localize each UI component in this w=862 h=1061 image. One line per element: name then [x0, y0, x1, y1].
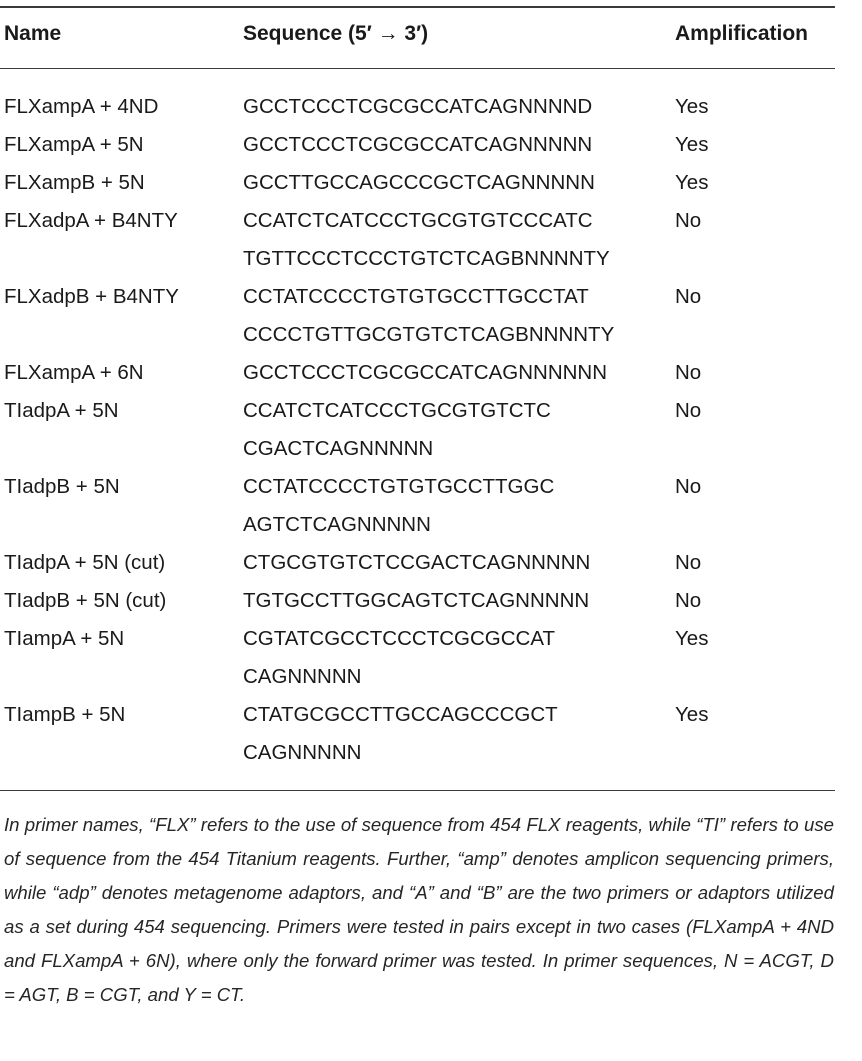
amplification-result: No — [675, 589, 702, 612]
sequence-line: CCTATCCCCTGTGTGCCTTGCCTAT — [243, 285, 589, 308]
table-row — [0, 278, 862, 354]
primer-name: FLXampA + 5N — [4, 133, 144, 156]
table-row — [0, 164, 862, 202]
sequence-line: CAGNNNNN — [243, 741, 362, 764]
sequence-line: CCTATCCCCTGTGTGCCTTGGC — [243, 475, 555, 498]
amplification-result: No — [675, 285, 702, 308]
primer-name: TIampA + 5N — [4, 627, 125, 650]
primer-name: TIadpA + 5N (cut) — [4, 551, 166, 574]
sequence-line: CGTATCGCCTCCCTCGCGCCAT — [243, 627, 556, 650]
primer-name: FLXadpB + B4NTY — [4, 285, 179, 308]
amplification-result: Yes — [675, 627, 709, 650]
primer-name: TIadpB + 5N (cut) — [4, 589, 167, 612]
sequence-line: GCCTCCCTCGCGCCATCAGNNNND — [243, 95, 593, 118]
sequence-line: CTGCGTGTCTCCGACTCAGNNNNN — [243, 551, 591, 574]
header-amplification: Amplification — [675, 22, 809, 45]
sequence-line: CAGNNNNN — [243, 665, 362, 688]
sequence-line: TGTTCCCTCCCTGTCTCAGBNNNNTY — [243, 247, 610, 270]
amplification-result: No — [675, 551, 702, 574]
amplification-result: Yes — [675, 171, 709, 194]
primer-name: FLXampA + 4ND — [4, 95, 159, 118]
primer-name: FLXampA + 6N — [4, 361, 144, 384]
table-body — [0, 88, 862, 772]
primer-name: FLXampB + 5N — [4, 171, 145, 194]
sequence-line: GCCTCCCTCGCGCCATCAGNNNNN — [243, 133, 593, 156]
table-row — [0, 392, 862, 468]
table-row — [0, 126, 862, 164]
table-row — [0, 468, 862, 544]
sequence-line: AGTCTCAGNNNNN — [243, 513, 431, 536]
header-rule — [0, 68, 835, 69]
primer-sequence — [243, 392, 862, 468]
table-row — [0, 202, 862, 278]
bottom-rule — [0, 790, 835, 791]
table-row — [0, 582, 862, 620]
amplification-result: No — [675, 209, 702, 232]
primer-sequence — [243, 164, 862, 202]
sequence-line: GCCTCCCTCGCGCCATCAGNNNNNN — [243, 361, 608, 384]
primer-sequence — [243, 544, 862, 582]
amplification-result: Yes — [675, 133, 709, 156]
primer-sequence — [243, 126, 862, 164]
sequence-line: CTATGCGCCTTGCCAGCCCGCT — [243, 703, 558, 726]
primer-sequence — [243, 468, 862, 544]
primer-sequence — [243, 278, 862, 354]
sequence-line: CCCCTGTTGCGTGTCTCAGBNNNNTY — [243, 323, 615, 346]
primer-name: TIadpB + 5N — [4, 475, 120, 498]
table-footnote: In primer names, “FLX” refers to the use of sequence from 454 FLX reagents, while “TI” refers to use of sequence from the 454 Titanium reagents. Further, “amp” denotes amplicon sequencing primers, while “adp” denotes metagenome adaptors, and “A” and “B” are the two primers or adaptors utilized as a set during 454 sequencing. Primers were tested in pairs except in two cases (FLXampA + 4ND and FLXampA + 6N), where only the forward primer was tested. In primer sequences, N = ACGT, D = AGT, B = CGT, and Y = CT. — [4, 814, 834, 1005]
table-row — [0, 88, 862, 126]
amplification-result: No — [675, 361, 702, 384]
amplification-result: Yes — [675, 703, 709, 726]
table-row — [0, 696, 862, 772]
sequence-line: CGACTCAGNNNNN — [243, 437, 434, 460]
amplification-result: No — [675, 399, 702, 422]
top-rule — [0, 6, 835, 8]
amplification-result: No — [675, 475, 702, 498]
header-name: Name — [4, 22, 62, 45]
primer-name: TIampB + 5N — [4, 703, 126, 726]
header-sequence: Sequence (5′ → 3′) — [243, 22, 429, 45]
sequence-line: CCATCTCATCCCTGCGTGTCTC — [243, 399, 551, 422]
sequence-line: GCCTTGCCAGCCCGCTCAGNNNNN — [243, 171, 595, 194]
table-row — [0, 354, 862, 392]
amplification-result: Yes — [675, 95, 709, 118]
sequence-line: CCATCTCATCCCTGCGTGTCCCATC — [243, 209, 593, 232]
primer-sequence — [243, 88, 862, 126]
primer-sequence — [243, 202, 862, 278]
primer-name: FLXadpA + B4NTY — [4, 209, 178, 232]
table-row — [0, 544, 862, 582]
primer-sequence — [243, 620, 862, 696]
table-row — [0, 620, 862, 696]
sequence-line: TGTGCCTTGGCAGTCTCAGNNNNN — [243, 589, 590, 612]
primer-sequence — [243, 582, 862, 620]
primer-sequence — [243, 696, 862, 772]
primer-sequence — [243, 354, 862, 392]
primer-name: TIadpA + 5N — [4, 399, 119, 422]
